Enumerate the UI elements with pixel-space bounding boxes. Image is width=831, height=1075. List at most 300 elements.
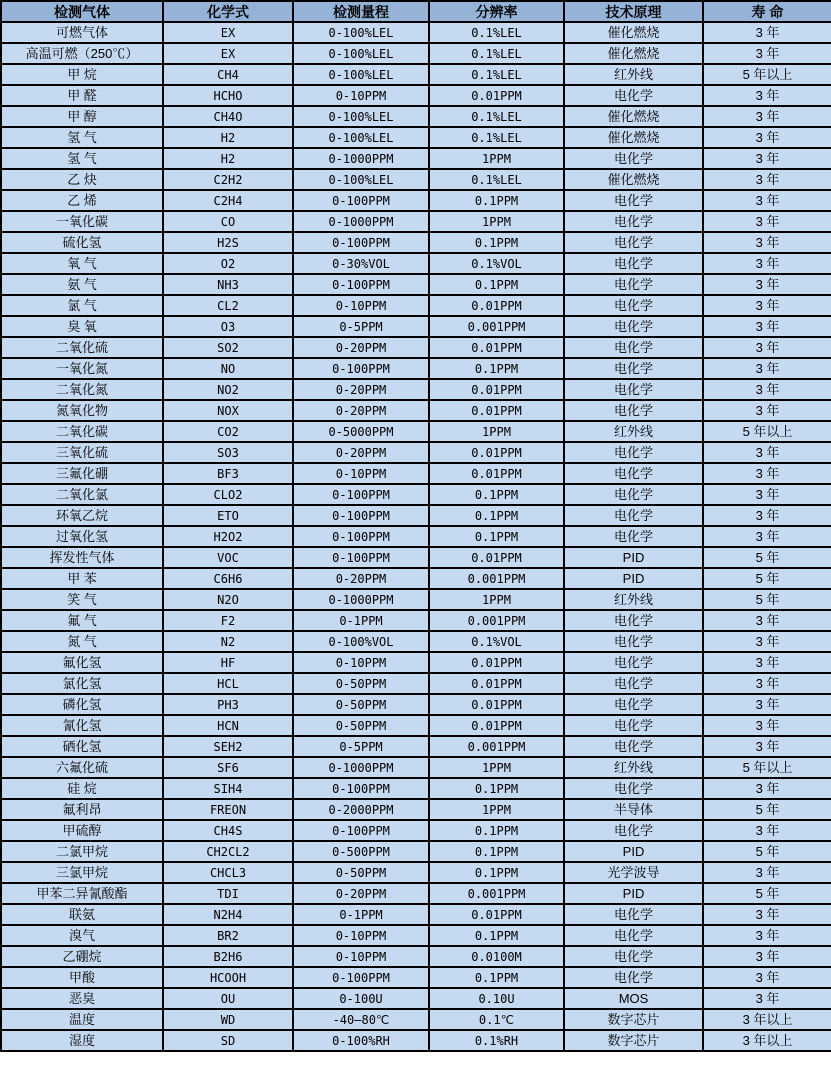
cell-formula: B2H6 (163, 946, 293, 967)
cell-gas: 氢 气 (1, 127, 163, 148)
cell-resolution: 0.1PPM (429, 190, 564, 211)
cell-formula: CL2 (163, 295, 293, 316)
cell-range: 0-100PPM (293, 190, 429, 211)
cell-lifespan: 3 年 (703, 904, 831, 925)
cell-range: 0-10PPM (293, 652, 429, 673)
cell-principle: 半导体 (564, 799, 703, 820)
cell-lifespan: 5 年以上 (703, 757, 831, 778)
cell-resolution: 0.1PPM (429, 925, 564, 946)
cell-resolution: 0.01PPM (429, 400, 564, 421)
table-row (1, 946, 831, 967)
cell-lifespan: 3 年 (703, 925, 831, 946)
cell-formula: CLO2 (163, 484, 293, 505)
cell-range: 0-20PPM (293, 379, 429, 400)
cell-principle: 电化学 (564, 967, 703, 988)
cell-principle: 电化学 (564, 400, 703, 421)
cell-formula: NO (163, 358, 293, 379)
cell-range: 0-10PPM (293, 295, 429, 316)
cell-resolution: 1PPM (429, 421, 564, 442)
cell-gas: 二氯甲烷 (1, 841, 163, 862)
cell-lifespan: 3 年 (703, 988, 831, 1009)
cell-range: 0-30%VOL (293, 253, 429, 274)
cell-lifespan: 3 年以上 (703, 1030, 831, 1051)
cell-resolution: 0.01PPM (429, 442, 564, 463)
cell-principle: 催化燃烧 (564, 127, 703, 148)
cell-gas: 氮氧化物 (1, 400, 163, 421)
cell-gas: 氨 气 (1, 274, 163, 295)
cell-lifespan: 5 年 (703, 547, 831, 568)
cell-formula: N2O (163, 589, 293, 610)
cell-principle: 电化学 (564, 274, 703, 295)
cell-lifespan: 3 年 (703, 610, 831, 631)
cell-lifespan: 3 年 (703, 715, 831, 736)
cell-range: 0-10PPM (293, 463, 429, 484)
cell-principle: 电化学 (564, 148, 703, 169)
cell-principle: 电化学 (564, 463, 703, 484)
cell-resolution: 0.1PPM (429, 358, 564, 379)
cell-principle: 催化燃烧 (564, 106, 703, 127)
cell-range: 0-50PPM (293, 673, 429, 694)
cell-range: 0-100PPM (293, 526, 429, 547)
table-row (1, 1009, 831, 1030)
table-row (1, 316, 831, 337)
cell-principle: 光学波导 (564, 862, 703, 883)
cell-principle: MOS (564, 988, 703, 1009)
cell-lifespan: 5 年 (703, 841, 831, 862)
cell-lifespan: 3 年 (703, 43, 831, 64)
table-row (1, 148, 831, 169)
table-row (1, 127, 831, 148)
table-row (1, 736, 831, 757)
table-row (1, 421, 831, 442)
cell-range: 0-100PPM (293, 820, 429, 841)
cell-resolution: 0.1PPM (429, 484, 564, 505)
cell-range: 0-10PPM (293, 946, 429, 967)
cell-formula: CH4 (163, 64, 293, 85)
cell-range: 0-50PPM (293, 715, 429, 736)
cell-gas: 溴气 (1, 925, 163, 946)
table-row (1, 883, 831, 904)
cell-principle: 电化学 (564, 610, 703, 631)
cell-range: 0-100%VOL (293, 631, 429, 652)
cell-resolution: 0.01PPM (429, 652, 564, 673)
cell-principle: 电化学 (564, 925, 703, 946)
table-row (1, 526, 831, 547)
cell-gas: 高温可燃（250℃） (1, 43, 163, 64)
table-row (1, 715, 831, 736)
cell-resolution: 0.01PPM (429, 715, 564, 736)
table-row (1, 295, 831, 316)
cell-lifespan: 5 年 (703, 568, 831, 589)
cell-formula: CO (163, 211, 293, 232)
cell-principle: 数字芯片 (564, 1009, 703, 1030)
cell-formula: SO2 (163, 337, 293, 358)
cell-principle: 红外线 (564, 64, 703, 85)
cell-resolution: 0.0100M (429, 946, 564, 967)
cell-range: 0-100PPM (293, 547, 429, 568)
cell-lifespan: 3 年 (703, 694, 831, 715)
cell-formula: WD (163, 1009, 293, 1030)
cell-lifespan: 3 年 (703, 946, 831, 967)
cell-lifespan: 3 年 (703, 106, 831, 127)
cell-resolution: 0.1%LEL (429, 127, 564, 148)
cell-principle: 电化学 (564, 631, 703, 652)
cell-formula: CH2CL2 (163, 841, 293, 862)
cell-range: 0-100%RH (293, 1030, 429, 1051)
cell-principle: PID (564, 883, 703, 904)
cell-resolution: 0.001PPM (429, 316, 564, 337)
cell-range: 0-20PPM (293, 400, 429, 421)
cell-principle: 电化学 (564, 904, 703, 925)
cell-lifespan: 3 年 (703, 295, 831, 316)
cell-resolution: 1PPM (429, 211, 564, 232)
table-row (1, 967, 831, 988)
cell-lifespan: 3 年 (703, 253, 831, 274)
cell-lifespan: 5 年 (703, 883, 831, 904)
cell-lifespan: 3 年 (703, 316, 831, 337)
cell-principle: 电化学 (564, 526, 703, 547)
cell-resolution: 0.1PPM (429, 778, 564, 799)
cell-range: 0-100PPM (293, 232, 429, 253)
cell-lifespan: 3 年 (703, 379, 831, 400)
cell-gas: 硅 烷 (1, 778, 163, 799)
cell-principle: 电化学 (564, 652, 703, 673)
cell-resolution: 0.01PPM (429, 337, 564, 358)
table-row (1, 925, 831, 946)
cell-principle: PID (564, 841, 703, 862)
cell-range: 0-50PPM (293, 862, 429, 883)
cell-lifespan: 5 年 (703, 589, 831, 610)
cell-resolution: 0.001PPM (429, 883, 564, 904)
cell-range: -40—80℃ (293, 1009, 429, 1030)
cell-lifespan: 3 年 (703, 505, 831, 526)
cell-formula: HF (163, 652, 293, 673)
cell-gas: 磷化氢 (1, 694, 163, 715)
table-row (1, 358, 831, 379)
table-row (1, 589, 831, 610)
cell-formula: BR2 (163, 925, 293, 946)
cell-resolution: 1PPM (429, 148, 564, 169)
column-header-lifespan: 寿 命 (703, 1, 831, 22)
cell-resolution: 0.01PPM (429, 85, 564, 106)
cell-resolution: 0.1PPM (429, 526, 564, 547)
cell-range: 0-100PPM (293, 358, 429, 379)
cell-lifespan: 3 年 (703, 484, 831, 505)
column-header-principle: 技术原理 (564, 1, 703, 22)
table-row (1, 631, 831, 652)
cell-resolution: 0.1PPM (429, 274, 564, 295)
cell-range: 0-100%LEL (293, 22, 429, 43)
table-row (1, 337, 831, 358)
table-row (1, 841, 831, 862)
cell-resolution: 0.1PPM (429, 841, 564, 862)
header-row (1, 1, 831, 22)
cell-gas: 氮 气 (1, 631, 163, 652)
cell-gas: 乙 烯 (1, 190, 163, 211)
cell-lifespan: 3 年以上 (703, 1009, 831, 1030)
table-row (1, 169, 831, 190)
column-header-formula: 化学式 (163, 1, 293, 22)
cell-formula: PH3 (163, 694, 293, 715)
table-row (1, 1030, 831, 1051)
table-row (1, 568, 831, 589)
table-row (1, 694, 831, 715)
cell-resolution: 0.1%RH (429, 1030, 564, 1051)
cell-resolution: 0.1PPM (429, 505, 564, 526)
cell-lifespan: 5 年以上 (703, 64, 831, 85)
cell-gas: 硒化氢 (1, 736, 163, 757)
cell-range: 0-5000PPM (293, 421, 429, 442)
cell-formula: H2 (163, 148, 293, 169)
cell-gas: 氯化氢 (1, 673, 163, 694)
cell-formula: CH4S (163, 820, 293, 841)
table-row (1, 379, 831, 400)
cell-gas: 乙硼烷 (1, 946, 163, 967)
cell-gas: 氧 气 (1, 253, 163, 274)
cell-principle: 电化学 (564, 736, 703, 757)
cell-principle: 电化学 (564, 820, 703, 841)
cell-range: 0-100PPM (293, 274, 429, 295)
cell-gas: 可燃气体 (1, 22, 163, 43)
cell-lifespan: 3 年 (703, 652, 831, 673)
table-row (1, 862, 831, 883)
cell-resolution: 0.10U (429, 988, 564, 1009)
cell-gas: 恶臭 (1, 988, 163, 1009)
table-row (1, 442, 831, 463)
cell-gas: 氯 气 (1, 295, 163, 316)
cell-formula: C2H2 (163, 169, 293, 190)
cell-range: 0-100PPM (293, 778, 429, 799)
cell-principle: 数字芯片 (564, 1030, 703, 1051)
cell-range: 0-5PPM (293, 316, 429, 337)
cell-formula: HCN (163, 715, 293, 736)
cell-resolution: 0.1%LEL (429, 106, 564, 127)
table-row (1, 43, 831, 64)
cell-principle: 红外线 (564, 421, 703, 442)
cell-formula: TDI (163, 883, 293, 904)
cell-gas: 氟利昂 (1, 799, 163, 820)
table-row (1, 799, 831, 820)
table-row (1, 904, 831, 925)
cell-lifespan: 3 年 (703, 232, 831, 253)
cell-resolution: 0.01PPM (429, 694, 564, 715)
cell-range: 0-10PPM (293, 925, 429, 946)
cell-range: 0-20PPM (293, 442, 429, 463)
cell-formula: N2H4 (163, 904, 293, 925)
table-row (1, 22, 831, 43)
cell-formula: SIH4 (163, 778, 293, 799)
cell-principle: 电化学 (564, 673, 703, 694)
cell-lifespan: 3 年 (703, 274, 831, 295)
cell-range: 0-2000PPM (293, 799, 429, 820)
cell-gas: 湿度 (1, 1030, 163, 1051)
cell-resolution: 0.001PPM (429, 568, 564, 589)
cell-range: 0-1PPM (293, 610, 429, 631)
cell-gas: 乙 炔 (1, 169, 163, 190)
cell-range: 0-100PPM (293, 484, 429, 505)
table-row (1, 484, 831, 505)
cell-range: 0-100%LEL (293, 43, 429, 64)
cell-principle: 电化学 (564, 715, 703, 736)
cell-gas: 三氯甲烷 (1, 862, 163, 883)
table-row (1, 547, 831, 568)
cell-principle: 电化学 (564, 85, 703, 106)
cell-range: 0-5PPM (293, 736, 429, 757)
cell-lifespan: 3 年 (703, 169, 831, 190)
cell-principle: 电化学 (564, 232, 703, 253)
cell-gas: 甲 苯 (1, 568, 163, 589)
cell-formula: H2 (163, 127, 293, 148)
cell-principle: 电化学 (564, 211, 703, 232)
column-header-resolution: 分辨率 (429, 1, 564, 22)
cell-gas: 一氧化碳 (1, 211, 163, 232)
table-row (1, 673, 831, 694)
cell-principle: 红外线 (564, 589, 703, 610)
cell-lifespan: 3 年 (703, 631, 831, 652)
cell-lifespan: 3 年 (703, 148, 831, 169)
cell-resolution: 0.1%VOL (429, 253, 564, 274)
cell-resolution: 0.1%LEL (429, 169, 564, 190)
cell-lifespan: 3 年 (703, 442, 831, 463)
cell-principle: 电化学 (564, 295, 703, 316)
cell-formula: ETO (163, 505, 293, 526)
cell-principle: 催化燃烧 (564, 169, 703, 190)
cell-lifespan: 3 年 (703, 337, 831, 358)
cell-resolution: 0.01PPM (429, 673, 564, 694)
cell-formula: HCL (163, 673, 293, 694)
cell-resolution: 1PPM (429, 757, 564, 778)
cell-range: 0-1000PPM (293, 589, 429, 610)
cell-formula: SF6 (163, 757, 293, 778)
table-row (1, 64, 831, 85)
table-row (1, 274, 831, 295)
cell-range: 0-1000PPM (293, 148, 429, 169)
cell-resolution: 0.1℃ (429, 1009, 564, 1030)
cell-gas: 氰化氢 (1, 715, 163, 736)
cell-gas: 二氧化碳 (1, 421, 163, 442)
cell-lifespan: 3 年 (703, 400, 831, 421)
cell-formula: NO2 (163, 379, 293, 400)
cell-principle: 电化学 (564, 442, 703, 463)
cell-resolution: 1PPM (429, 589, 564, 610)
cell-range: 0-20PPM (293, 883, 429, 904)
cell-gas: 甲 醇 (1, 106, 163, 127)
cell-formula: SEH2 (163, 736, 293, 757)
cell-formula: F2 (163, 610, 293, 631)
cell-principle: PID (564, 568, 703, 589)
cell-principle: 催化燃烧 (564, 22, 703, 43)
cell-range: 0-20PPM (293, 568, 429, 589)
cell-gas: 氟 气 (1, 610, 163, 631)
cell-principle: PID (564, 547, 703, 568)
cell-principle: 电化学 (564, 505, 703, 526)
cell-formula: HCHO (163, 85, 293, 106)
cell-resolution: 0.01PPM (429, 904, 564, 925)
cell-formula: EX (163, 22, 293, 43)
cell-resolution: 0.1PPM (429, 862, 564, 883)
cell-gas: 甲酸 (1, 967, 163, 988)
column-header-gas: 检测气体 (1, 1, 163, 22)
table-row (1, 253, 831, 274)
cell-lifespan: 5 年 (703, 799, 831, 820)
cell-formula: C2H4 (163, 190, 293, 211)
column-header-range: 检测量程 (293, 1, 429, 22)
cell-principle: 电化学 (564, 190, 703, 211)
table-row (1, 988, 831, 1009)
table-row (1, 106, 831, 127)
cell-resolution: 0.1%VOL (429, 631, 564, 652)
cell-resolution: 0.001PPM (429, 610, 564, 631)
table-row (1, 232, 831, 253)
cell-formula: OU (163, 988, 293, 1009)
cell-gas: 氟化氢 (1, 652, 163, 673)
cell-resolution: 0.1PPM (429, 232, 564, 253)
cell-lifespan: 3 年 (703, 526, 831, 547)
cell-resolution: 0.01PPM (429, 295, 564, 316)
cell-formula: H2S (163, 232, 293, 253)
cell-formula: HCOOH (163, 967, 293, 988)
cell-gas: 甲硫醇 (1, 820, 163, 841)
cell-range: 0-50PPM (293, 694, 429, 715)
table-row (1, 820, 831, 841)
cell-formula: N2 (163, 631, 293, 652)
table-row (1, 400, 831, 421)
cell-range: 0-1000PPM (293, 757, 429, 778)
cell-lifespan: 3 年 (703, 358, 831, 379)
cell-principle: 电化学 (564, 253, 703, 274)
table-row (1, 505, 831, 526)
cell-principle: 电化学 (564, 484, 703, 505)
cell-principle: 电化学 (564, 946, 703, 967)
cell-gas: 三氧化硫 (1, 442, 163, 463)
cell-principle: 红外线 (564, 757, 703, 778)
cell-lifespan: 3 年 (703, 967, 831, 988)
cell-resolution: 0.1%LEL (429, 43, 564, 64)
cell-formula: BF3 (163, 463, 293, 484)
cell-principle: 电化学 (564, 358, 703, 379)
cell-formula: EX (163, 43, 293, 64)
cell-gas: 一氧化氮 (1, 358, 163, 379)
cell-resolution: 0.1PPM (429, 967, 564, 988)
cell-lifespan: 3 年 (703, 22, 831, 43)
cell-lifespan: 3 年 (703, 211, 831, 232)
cell-gas: 甲 烷 (1, 64, 163, 85)
cell-lifespan: 3 年 (703, 673, 831, 694)
cell-range: 0-100PPM (293, 505, 429, 526)
cell-formula: O2 (163, 253, 293, 274)
cell-range: 0-100U (293, 988, 429, 1009)
cell-gas: 二氧化氮 (1, 379, 163, 400)
cell-gas: 二氧化硫 (1, 337, 163, 358)
cell-range: 0-100%LEL (293, 127, 429, 148)
cell-resolution: 0.1PPM (429, 820, 564, 841)
cell-lifespan: 3 年 (703, 778, 831, 799)
cell-formula: CO2 (163, 421, 293, 442)
cell-principle: 电化学 (564, 337, 703, 358)
cell-range: 0-500PPM (293, 841, 429, 862)
cell-range: 0-20PPM (293, 337, 429, 358)
cell-formula: FREON (163, 799, 293, 820)
cell-lifespan: 3 年 (703, 820, 831, 841)
table-row (1, 85, 831, 106)
cell-formula: C6H6 (163, 568, 293, 589)
cell-gas: 环氧乙烷 (1, 505, 163, 526)
cell-gas: 过氧化氢 (1, 526, 163, 547)
cell-principle: 电化学 (564, 316, 703, 337)
cell-gas: 联氨 (1, 904, 163, 925)
cell-resolution: 0.1%LEL (429, 64, 564, 85)
cell-lifespan: 5 年以上 (703, 421, 831, 442)
